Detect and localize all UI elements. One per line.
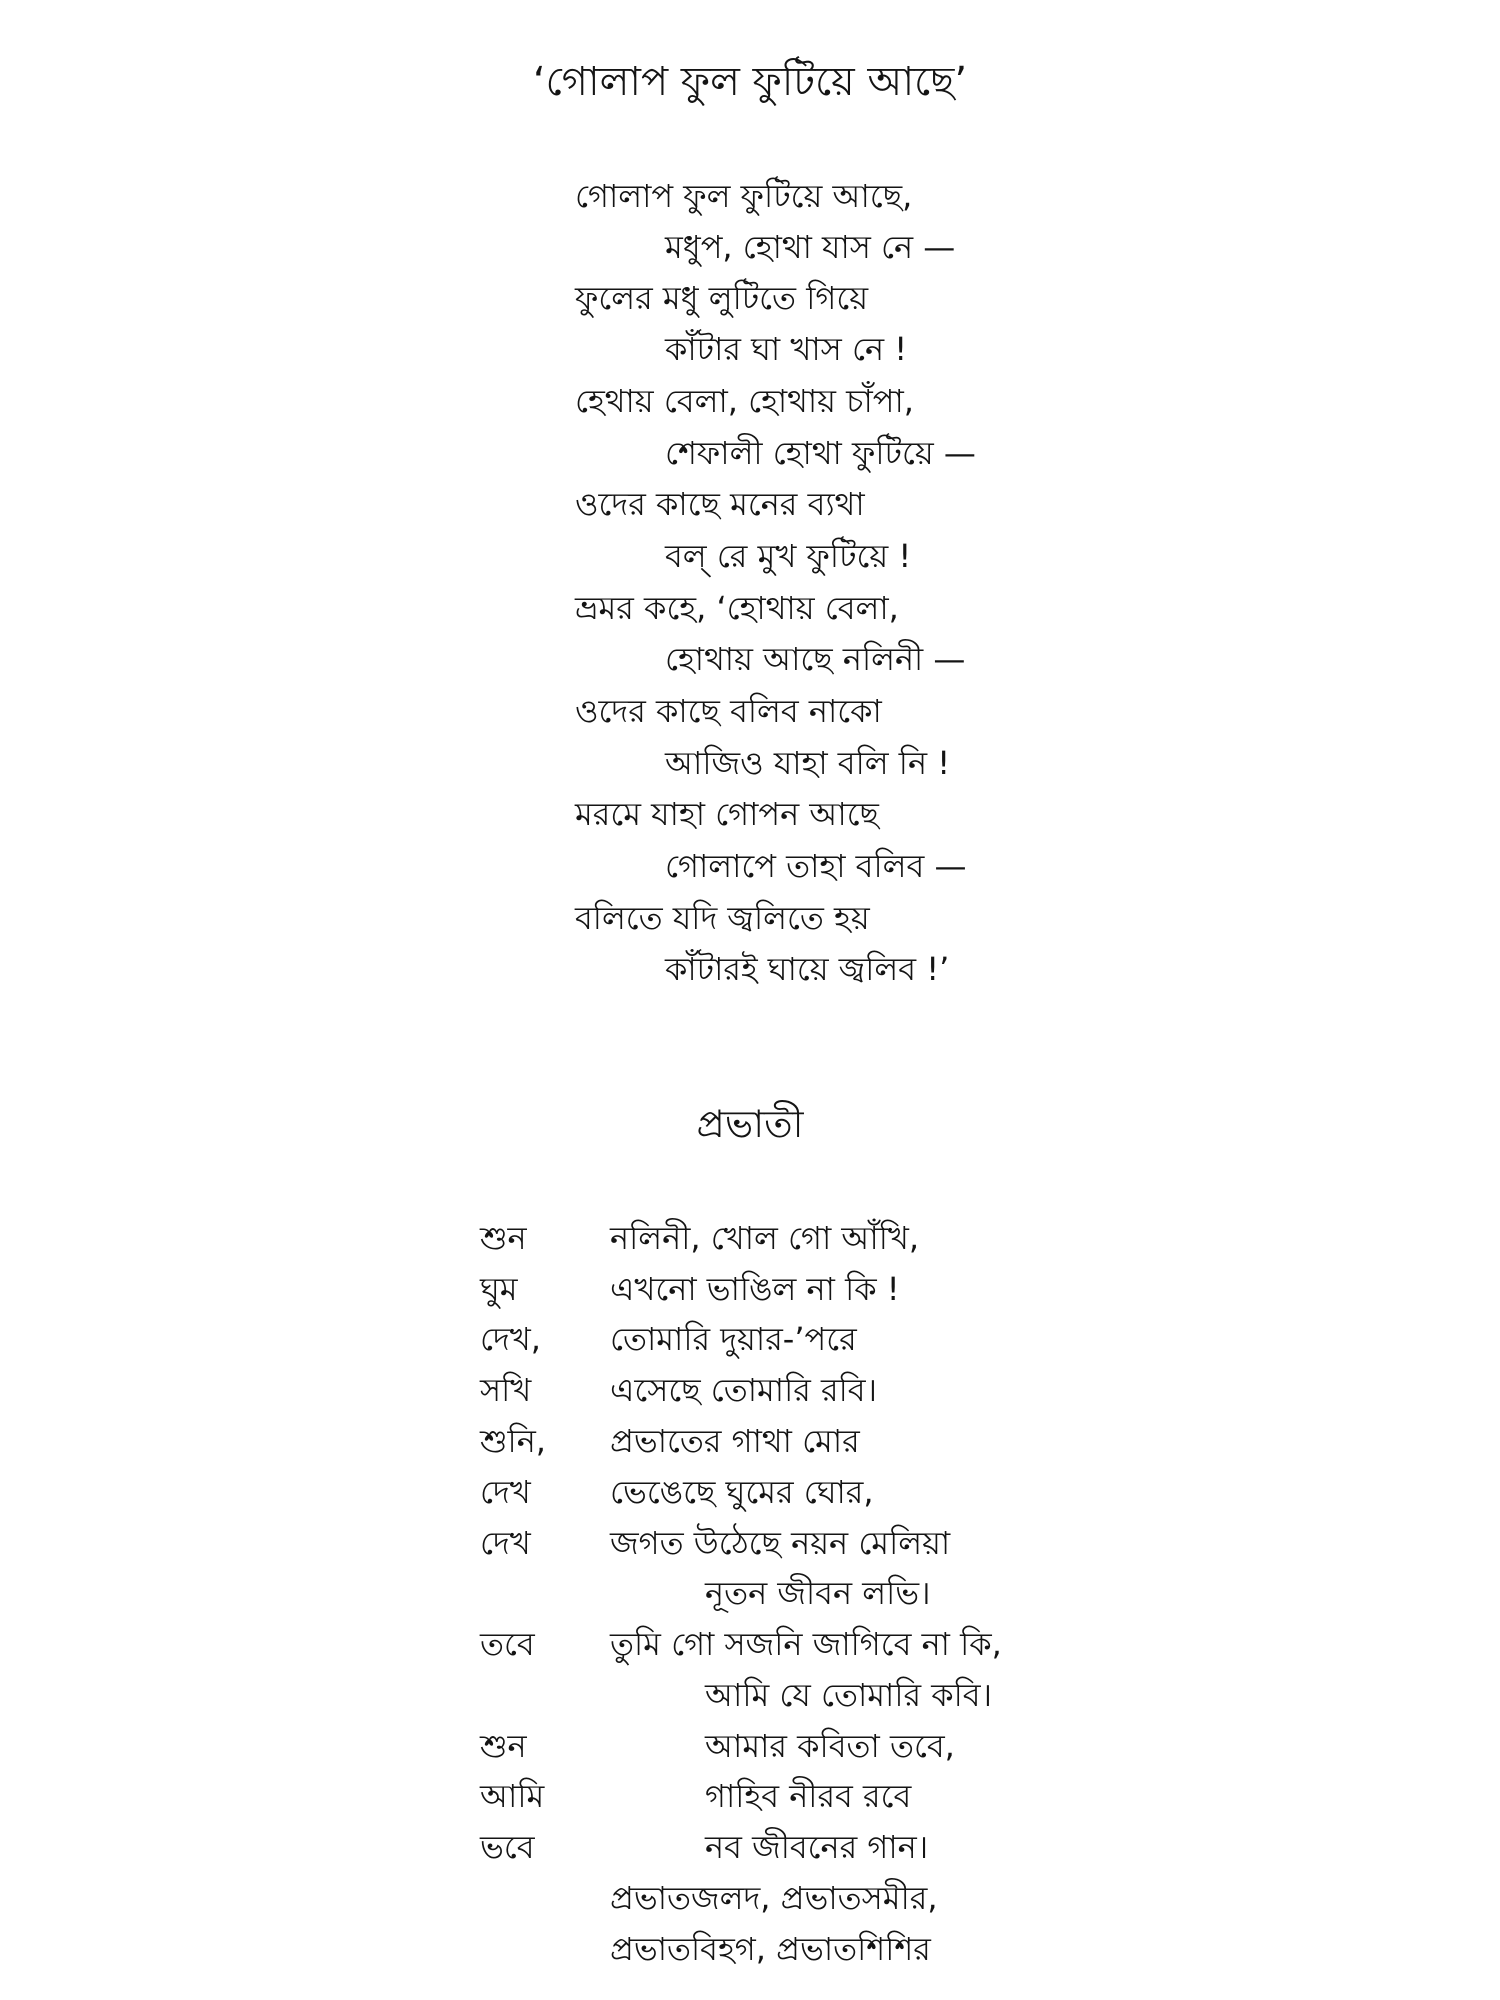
- poem2-line-lead: শুনি,: [480, 1422, 546, 1460]
- poem2-line-text: প্রভাতের গাথা মোর: [610, 1422, 860, 1460]
- poem2-line-lead: ভবে: [480, 1828, 535, 1866]
- poem2-title: প্রভাতী: [696, 1102, 804, 1146]
- poem2-line-text: প্রভাতবিহগ, প্রভাতশিশির: [610, 1930, 931, 1968]
- poem2-line-text: নলিনী, খোল গো আঁখি,: [610, 1219, 920, 1257]
- poem1-line: বলিতে যদি জ্বলিতে হয়: [575, 899, 870, 937]
- poem2-line-lead: দেখ,: [480, 1320, 541, 1358]
- poem2-line-text: আমার কবিতা তবে,: [705, 1727, 955, 1765]
- poem2-line-lead: শুন: [480, 1727, 527, 1765]
- poem2-line-text: তুমি গো সজনি জাগিবে না কি,: [610, 1625, 1002, 1663]
- poem1-line: ভ্রমর কহে, ‘হোথায় বেলা,: [575, 589, 899, 627]
- poem2-line-lead: সখি: [480, 1371, 532, 1409]
- poem2-line-text: জগত উঠেছে নয়ন মেলিয়া: [610, 1524, 951, 1562]
- poem1-title: ‘গোলাপ ফুল ফুটিয়ে আছে’: [532, 59, 968, 105]
- poem2-line-text: নূতন জীবন লভি।: [705, 1574, 931, 1612]
- poem2-line-text: প্রভাতজলদ, প্রভাতসমীর,: [610, 1879, 938, 1917]
- poem2-line-text: আমি যে তোমারি কবি।: [705, 1676, 993, 1714]
- poem1-line: গোলাপে তাহা বলিব —: [665, 847, 967, 885]
- poem2-line-text: এসেছে তোমারি রবি।: [610, 1371, 878, 1409]
- poem2-line-lead: দেখ: [480, 1524, 531, 1562]
- poem1-line: হোথায় আছে নলিনী —: [665, 640, 966, 678]
- poem2-line-lead: তবে: [480, 1625, 535, 1663]
- poem2-line-text: এখনো ভাঙিল না কি !: [610, 1270, 900, 1308]
- poem1-line: শেফালী হোথা ফুটিয়ে —: [665, 434, 976, 472]
- poem1-line: গোলাপ ফুল ফুটিয়ে আছে,: [575, 177, 913, 215]
- poem2-line-lead: দেখ: [480, 1473, 531, 1511]
- poem1-line: ফুলের মধু লুটিতে গিয়ে: [575, 279, 869, 317]
- poem2-line-lead: শুন: [480, 1219, 527, 1257]
- poem2-line-lead: আমি: [480, 1777, 545, 1815]
- poem2-line-text: তোমারি দুয়ার-’পরে: [610, 1320, 857, 1358]
- poem1-line: ওদের কাছে মনের ব্যথা: [575, 485, 865, 523]
- poem1-line: কাঁটারই ঘায়ে জ্বলিব !’: [665, 950, 950, 988]
- poem2-line-text: নব জীবনের গান।: [705, 1828, 929, 1866]
- poem1-line: বল্ রে মুখ ফুটিয়ে !: [665, 537, 912, 575]
- poem2-line-text: গাহিব নীরব রবে: [705, 1777, 912, 1815]
- poem2-line-lead: ঘুম: [480, 1270, 518, 1308]
- poem1-line: হেথায় বেলা, হোথায় চাঁপা,: [575, 382, 914, 420]
- poem1-line: মরমে যাহা গোপন আছে: [575, 795, 879, 833]
- poem1-line: মধুপ, হোথা যাস নে —: [665, 228, 956, 266]
- poem1-line: ওদের কাছে বলিব নাকো: [575, 692, 882, 730]
- poem1-line: কাঁটার ঘা খাস নে !: [665, 330, 908, 368]
- poem2-line-text: ভেঙেছে ঘুমের ঘোর,: [610, 1473, 874, 1511]
- poem1-line: আজিও যাহা বলি নি !: [665, 744, 951, 782]
